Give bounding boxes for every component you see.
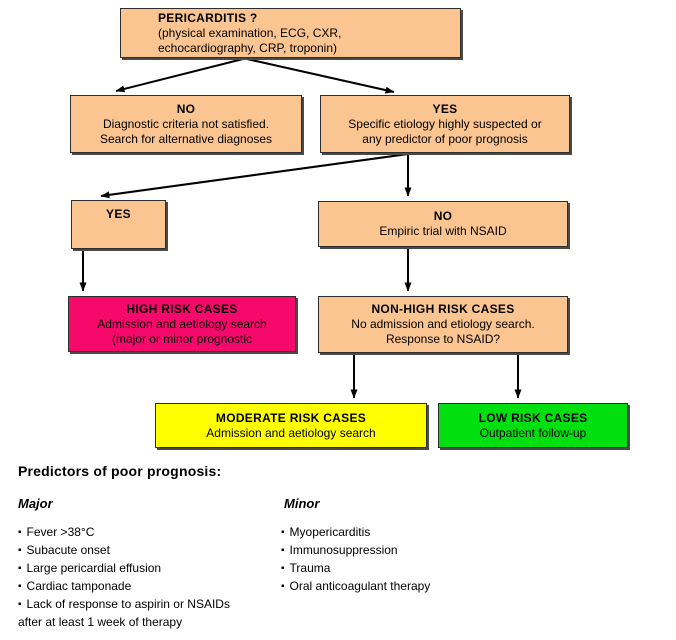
arrow-start-to-no xyxy=(116,59,243,91)
node-title: NON-HIGH RISK CASES xyxy=(371,302,515,316)
list-item-text: Myopericarditis xyxy=(289,525,371,539)
major-predictor-list xyxy=(18,524,230,631)
bullet-icon: ▪ xyxy=(18,563,22,574)
list-item-continuation: after at least 1 week of therapy xyxy=(18,615,183,629)
minor-column-label: Minor xyxy=(284,496,320,511)
arrow-yes-to-yes-predictor xyxy=(101,154,408,196)
flow-node-moderate-risk xyxy=(155,403,427,448)
list-item xyxy=(18,524,230,542)
node-title: HIGH RISK CASES xyxy=(126,301,238,316)
flow-node-non-high-risk xyxy=(318,296,568,353)
list-item xyxy=(18,560,230,578)
flow-node-low-risk xyxy=(438,403,628,448)
node-title: YES xyxy=(432,101,458,116)
node-text: echocardiography, CRP, troponin) xyxy=(158,40,337,55)
arrow-start-to-yes xyxy=(247,59,394,92)
list-item-text: Oral anticoagulant therapy xyxy=(289,579,431,593)
bullet-icon: ▪ xyxy=(18,599,22,610)
minor-predictor-list xyxy=(281,524,430,596)
node-text: Empiric trial with NSAID xyxy=(379,224,507,238)
list-item xyxy=(18,578,230,596)
node-title: NO xyxy=(433,209,453,223)
node-text: Admission and aetiology search xyxy=(97,316,267,331)
list-item-text: Immunosuppression xyxy=(289,543,398,557)
bullet-icon: ▪ xyxy=(281,563,285,574)
flow-node-no-predictor xyxy=(318,201,568,247)
node-title: MODERATE RISK CASES xyxy=(215,410,367,425)
bullet-icon: ▪ xyxy=(281,545,285,556)
list-item xyxy=(281,524,430,542)
list-item-text: Fever >38°C xyxy=(26,525,95,539)
node-text: any predictor of poor prognosis xyxy=(362,131,528,146)
predictors-heading: Predictors of poor prognosis: xyxy=(18,463,222,479)
node-text: Response to NSAID? xyxy=(385,332,501,346)
list-item-text: Large pericardial effusion xyxy=(26,561,162,575)
node-title: NO xyxy=(176,101,196,116)
node-text: Search for alternative diagnoses xyxy=(99,131,273,146)
bullet-icon: ▪ xyxy=(18,527,22,538)
flow-node-yes-predictor xyxy=(71,200,166,249)
node-text: (major or minor prognostic xyxy=(111,331,253,346)
bullet-icon: ▪ xyxy=(18,581,22,592)
list-item xyxy=(281,578,430,596)
flow-node-yes-branch xyxy=(320,95,570,153)
node-text: No admission and etiology search. xyxy=(351,317,535,331)
list-item xyxy=(18,542,230,560)
node-title: YES xyxy=(106,207,131,221)
node-text: Diagnostic criteria not satisfied. xyxy=(102,116,270,131)
list-item-text: Subacute onset xyxy=(26,543,110,557)
list-item xyxy=(281,560,430,578)
list-item-text: Cardiac tamponade xyxy=(26,579,132,593)
node-text: Specific etiology highly suspected or xyxy=(348,116,542,131)
list-item-text: Lack of response to aspirin or NSAIDs xyxy=(26,597,230,611)
node-text: Admission and aetiology search xyxy=(206,425,376,440)
bullet-icon: ▪ xyxy=(281,527,285,538)
bullet-icon: ▪ xyxy=(18,545,22,556)
node-title: PERICARDITIS ? xyxy=(158,10,258,25)
list-item-text: Trauma xyxy=(289,561,331,575)
major-column-label: Major xyxy=(18,496,53,511)
node-text: Outpatient follow-up xyxy=(479,425,587,440)
bullet-icon: ▪ xyxy=(281,581,285,592)
list-item xyxy=(18,596,230,614)
node-title: LOW RISK CASES xyxy=(478,410,588,425)
flow-node-high-risk xyxy=(68,296,296,352)
list-item xyxy=(281,542,430,560)
flow-node-no-branch xyxy=(70,95,302,153)
flow-node-pericarditis xyxy=(120,8,461,58)
node-text: (physical examination, ECG, CXR, xyxy=(158,25,342,40)
